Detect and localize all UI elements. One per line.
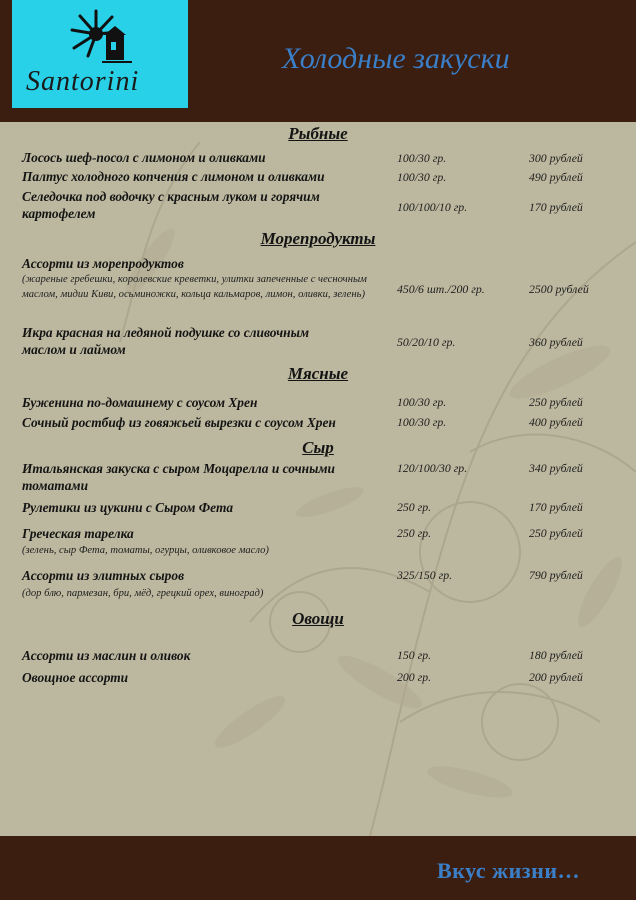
menu-item-name: Рулетики из цукини с Сыром Фета [22, 500, 234, 515]
category-vegetables: Овощи [292, 609, 344, 628]
menu-item-description: (жареные гребешки, королевские креветки, улитки запеченные с чесночным маслом, мидии Киви, осьминожки, кольца кальмаров, лимон, оливки, зелень) [22, 274, 367, 300]
menu-item-qty: 250 гр. [397, 526, 432, 540]
menu-item-price: 250 рублей [529, 395, 583, 409]
category-fish: Рыбные [288, 124, 348, 143]
menu-item-name: Икра красная на ледяной подушке со сливочным маслом и лаймом [22, 325, 310, 357]
menu-item-price: 170 рублей [529, 200, 583, 214]
menu-item-qty: 100/30 гр. [397, 151, 447, 165]
menu-item-price: 360 рублей [529, 335, 583, 349]
menu-item-description: (зелень, сыр Фета, томаты, огурцы, оливковое масло) [22, 545, 269, 556]
menu-item-price: 300 рублей [529, 151, 583, 165]
menu-item-name: Палтус холодного копчения с лимоном и оливками [22, 169, 325, 184]
menu-item-name: Итальянская закуска с сыром Моцарелла и сочными томатами [22, 461, 335, 493]
menu-item-name: Овощное ассорти [22, 670, 129, 685]
menu-item-name: Буженина по-домашнему с соусом Хрен [22, 395, 258, 410]
menu-item-price: 400 рублей [529, 415, 583, 429]
header [0, 0, 636, 122]
menu-item-price: 180 рублей [529, 648, 583, 662]
logo-text: Santorini [26, 66, 140, 97]
menu-item-qty: 100/30 гр. [397, 415, 447, 429]
menu-item-name: Ассорти из морепродуктов [22, 256, 184, 271]
menu-item-price: 200 рублей [529, 670, 583, 684]
menu-item-name: Ассорти из маслин и оливок [22, 648, 191, 663]
menu-item-price: 250 рублей [529, 526, 583, 540]
menu-item-qty: 150 гр. [397, 648, 432, 662]
menu-item-qty: 250 гр. [397, 500, 432, 514]
category-cheese: Сыр [302, 438, 334, 457]
category-seafood: Морепродукты [260, 229, 376, 248]
menu-item-price: 340 рублей [529, 461, 583, 475]
menu-list [0, 122, 636, 836]
slogan: Вкус жизни… [437, 858, 580, 883]
menu-item-qty: 50/20/10 гр. [397, 335, 456, 349]
menu-item-qty: 100/100/10 гр. [397, 200, 468, 214]
menu-item-qty: 120/100/30 гр. [397, 461, 468, 475]
menu-item-description: (дор блю, пармезан, бри, мёд, грецкий орех, виноград) [22, 588, 264, 599]
menu-item-price: 490 рублей [529, 170, 583, 184]
category-meat: Мясные [287, 364, 349, 383]
menu-item-qty: 325/150 гр. [397, 568, 453, 582]
menu-item-qty: 200 гр. [397, 670, 432, 684]
menu-item-name: Сочный ростбиф из говяжьей вырезки с соусом Хрен [22, 415, 336, 430]
menu-item-price: 790 рублей [529, 568, 583, 582]
menu-item-name: Ассорти из элитных сыров [22, 568, 185, 583]
menu-item-qty: 100/30 гр. [397, 395, 447, 409]
menu-item-name: Селедочка под водочку с красным луком и горячим картофелем [22, 189, 320, 221]
menu-item-price: 2500 рублей [529, 282, 589, 296]
logo [12, 0, 188, 108]
menu-item-name: Лосось шеф-посол с лимоном и оливками [22, 150, 266, 165]
menu-item-price: 170 рублей [529, 500, 583, 514]
menu-item-qty: 450/6 шт./200 гр. [397, 282, 485, 296]
page-title: Холодные закуски [282, 42, 510, 75]
sun-windmill-icon [62, 8, 140, 70]
menu-item-name: Греческая тарелка [22, 526, 134, 541]
footer [0, 836, 636, 900]
menu-item-qty: 100/30 гр. [397, 170, 447, 184]
